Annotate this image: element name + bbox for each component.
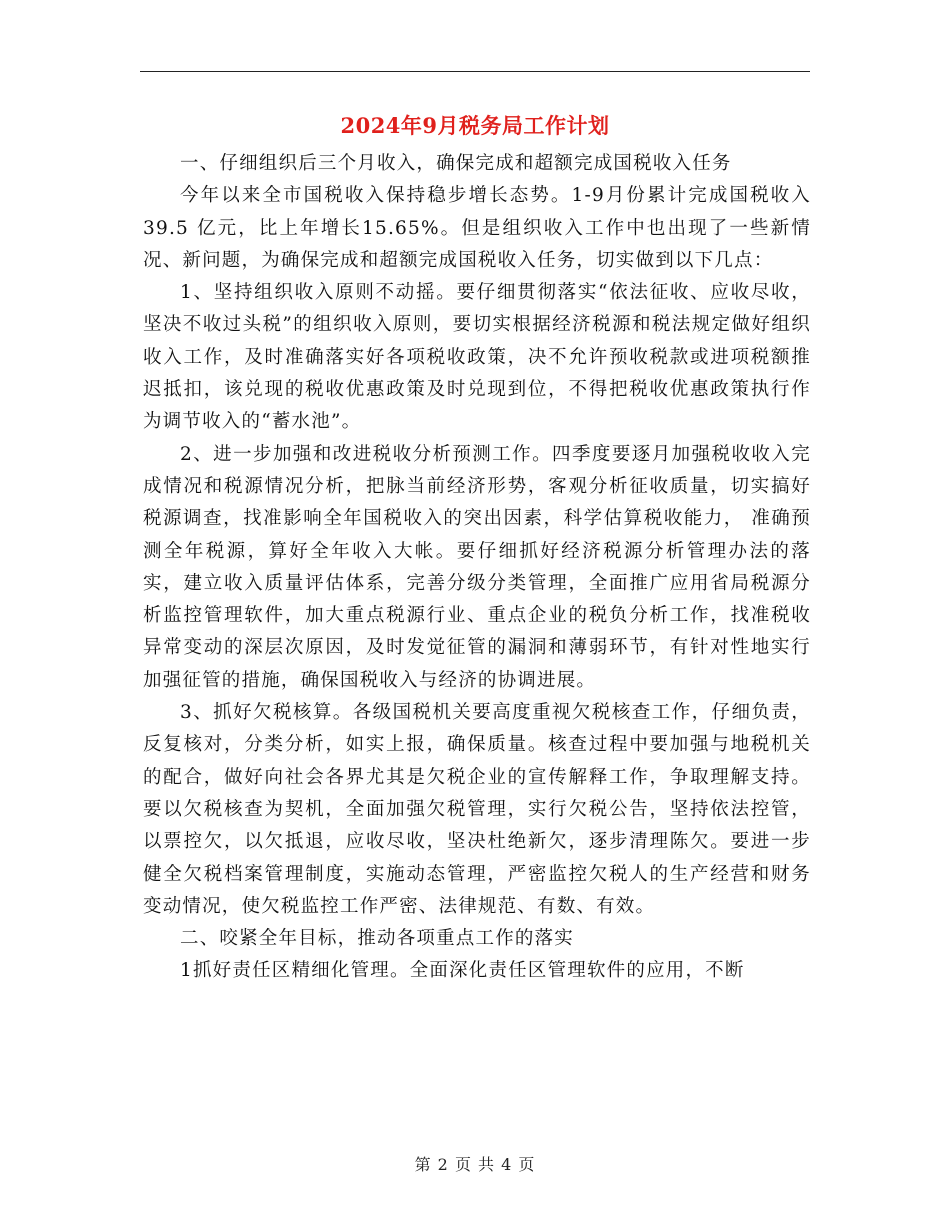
paragraph: 今年以来全市国税收入保持稳步增长态势。1-9月份累计完成国税收入39.5 亿元，比上年增长15.65%。但是组织收入工作中也出现了一些新情况、新问题，为确保完成和超额完成国税收入任务，切实做到以下几点： bbox=[143, 185, 811, 271]
paragraph: 1、坚持组织收入原则不动摇。要仔细贯彻落实“依法征收、应收尽收，坚决不收过头税”的组织收入原则，要切实根据经济税源和税法规定做好组织收入工作，及时准确落实好各项税收政策，决不允许预收税款或进项税额推迟抵扣，该兑现的税收优惠政策及时兑现到位，不得把税收优惠政策执行作为调节收入的“蓄水池”。 bbox=[143, 282, 811, 433]
section-heading-2: 二、咬紧全年目标，推动各项重点工作的落实 bbox=[180, 928, 575, 950]
document-title: 2024年9月税务局工作计划 bbox=[340, 113, 610, 138]
paragraph: 1抓好责任区精细化管理。全面深化责任区管理软件的应用，不断 bbox=[180, 960, 745, 982]
section-heading-1: 一、仔细组织后三个月收入，确保完成和超额完成国税收入任务 bbox=[180, 153, 732, 174]
paragraph: 3、抓好欠税核算。各级国税机关要高度重视欠税核查工作，仔细负责，反复核对，分类分析，如实上报，确保质量。核查过程中要加强与地税机关的配合，做好向社会各界尤其是欠税企业的宣传解释工作，争取理解支持。要以欠税核查为契机，全面加强欠税管理，实行欠税公告，坚持依法控管，以票控欠，以欠抵退，应收尽收，坚决杜绝新欠，逐步清理陈欠。要进一步健全欠税档案管理制度，实施动态管理，严密监控欠税人的生产经营和财务变动情况，使欠税监控工作严密、法律规范、有数、有效。 bbox=[143, 702, 811, 917]
header-rule bbox=[140, 71, 810, 72]
page-number-footer: 第 2 页 共 4 页 bbox=[414, 1155, 536, 1174]
paragraph: 2、进一步加强和改进税收分析预测工作。四季度要逐月加强税收收入完成情况和税源情况分析，把脉当前经济形势，客观分析征收质量，切实搞好税源调查，找准影响全年国税收入的突出因素，科学估算税收能力， 准确预测全年税源，算好全年收入大帐。要仔细抓好经济税源分析管理办法的落实，建立收入质量评估体系，完善分级分类管理，全面推广应用省局税源分析监控管理软件，加大重点税源行业、重点企业的税负分析工作，找准税收异常变动的深层次原因，及时发觉征管的漏洞和薄弱环节，有针对性地实行加强征管的措施，确保国税收入与经济的协调进展。 bbox=[143, 443, 811, 691]
document-body bbox=[143, 148, 811, 988]
